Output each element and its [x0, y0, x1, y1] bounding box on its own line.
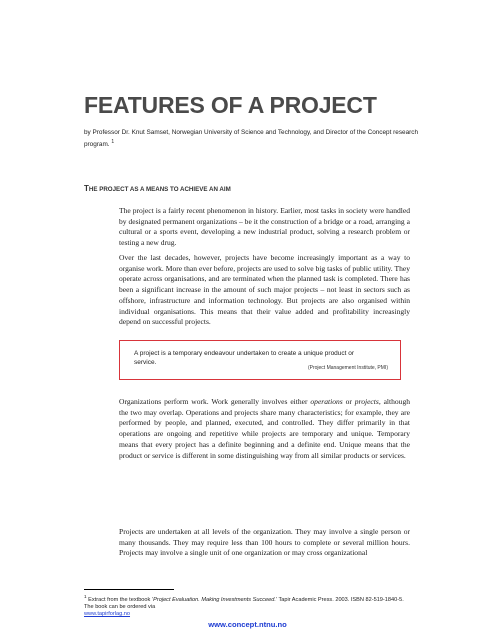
footnote-suffix: ’ Tapir Academic Press. 2003. ISBN 82-519-1840-5. The book can be ordered via [84, 596, 404, 611]
section-heading-initial: T [84, 184, 89, 193]
definition-quote-box [119, 340, 401, 380]
paragraph-1: The project is a fairly recent phenomenon in history. Earlier, most tasks in society were handled by designated permanent organizations – be it the construction of a bridge or a road, arranging a cultural or a sports event, developing a new industrial product, solving a research problem or testing a new drug. [119, 206, 410, 248]
section-heading [84, 184, 231, 193]
quote-source: (Project Management Institute, PMI) [307, 365, 388, 371]
footnote-book-title: Project Evaluation. Making Investments Succeed. [153, 596, 276, 603]
publisher-link[interactable]: www.tapirforlag.no [84, 611, 131, 618]
website-url[interactable]: www.concept.ntnu.no [208, 620, 287, 629]
footnote-divider [84, 589, 174, 590]
footnote-number: 1 [84, 594, 87, 599]
footnote [84, 593, 414, 619]
footnote-marker: 1 [111, 138, 115, 145]
footnote-prefix: Extract from the textbook ‘ [86, 596, 154, 603]
document-title: FEATURES OF A PROJECT [84, 92, 377, 118]
paragraph-3-or: or [342, 397, 355, 406]
emphasis-operations: operations [310, 397, 343, 406]
paragraph-3 [119, 397, 410, 461]
emphasis-projects: projects [354, 397, 379, 406]
paragraph-3-end: , although the two may overlap. Operations and projects share many characteristics; for example, they are performed by people, and planned, executed, and controlled. They differ primarily in that operations are ongoing and repetitive while projects are temporary and unique. Temporary means that every project has a definite beginning and a definite end. Unique means that the product or service is different in some distinguishing way from all similar products or services. [119, 397, 410, 460]
quote-text: A project is a temporary endeavour undertaken to create a unique product or service. [134, 350, 355, 366]
paragraph-2: Over the last decades, however, projects have become increasingly important as a way to organise work. More than ever before, projects are used to solve big tasks of public utility. They operate across organisations, and are terminated when the planned task is completed. There has been a significant increase in the amount of such major projects – not least in sectors such as offshore, infrastructure and information technology. But projects are also organised within individual organisations. This means that their value added and profitability increasingly depend on successful projects. [119, 253, 410, 327]
author-byline [84, 129, 424, 149]
section-heading-text: HE PROJECT AS A MEANS TO ACHIEVE AN AIM [88, 186, 231, 193]
byline-text: by Professor Dr. Knut Samset, Norwegian University of Science and Technology, and Director of the Concept research program. [84, 129, 419, 148]
paragraph-3-start: Organizations perform work. Work generally involves either [119, 397, 311, 406]
paragraph-4: Projects are undertaken at all levels of the organization. They may involve a single person or many thousands. They may require less than 100 hours to complete or several million hours. Projects may involve a single unit of one organization or may cross organizational [119, 527, 410, 558]
